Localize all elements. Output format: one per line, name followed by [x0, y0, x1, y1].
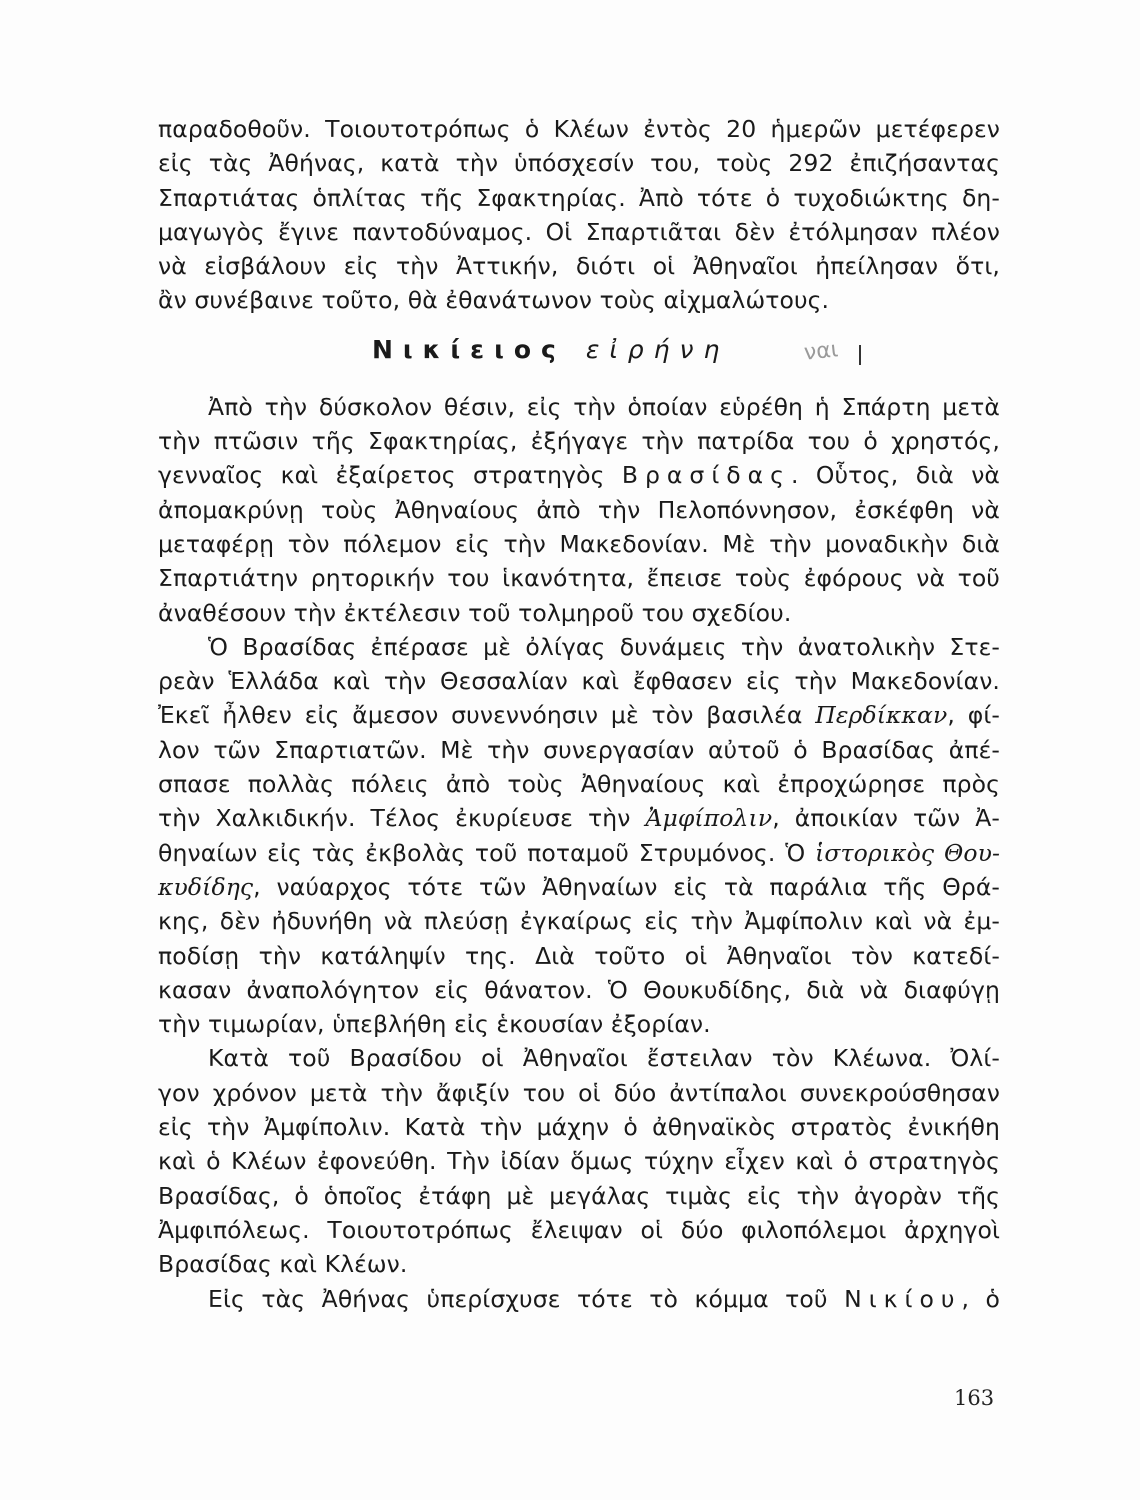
text-line: ποδίσῃ τὴν κατάληψίν της. Διὰ τοῦτο οἱ Ἀθηναῖοι τὸν κατεδί-	[158, 941, 1000, 970]
page-number: 163	[954, 1386, 995, 1410]
paragraph-1	[158, 112, 1000, 318]
paragraph-5	[158, 1282, 1000, 1316]
italic-historian-end: κυδίδης	[158, 872, 254, 901]
text-span: Εἰς τὰς Ἀθήνας ὑπερίσχυσε τότε τὸ κόμμα τοῦ	[208, 1284, 828, 1313]
text-line: ἀναθέσουν τὴν ἐκτέλεσιν τοῦ τολμηροῦ του σχεδίου.	[158, 598, 792, 627]
text-line	[158, 801, 1000, 835]
text-line: Σπαρτιάτας ὁπλίτας τῆς Σφακτηρίας. Ἀπὸ τότε ὁ τυχοδιώκτης δη-	[158, 183, 1000, 212]
paragraph-3	[158, 630, 1000, 1042]
heading-word-2: εἰρήνη	[585, 334, 730, 364]
heading-word-1: Νικίειος	[372, 334, 566, 364]
text-line: νὰ εἰσβάλουν εἰς τὴν Ἀττικήν, διότι οἱ Ἀθηναῖοι ἠπείλησαν ὅτι,	[158, 252, 1000, 281]
text-span: Ἐκεῖ ἦλθεν εἰς ἄμεσον συνεννόησιν μὲ τὸν βασιλέα	[158, 701, 803, 730]
text-line: τὴν τιμωρίαν, ὑπεβλήθη εἰς ἑκουσίαν ἐξορίαν.	[158, 1010, 711, 1039]
text-line	[158, 870, 1000, 904]
text-span: γενναῖος καὶ ἐξαίρετος στρατηγὸς	[158, 461, 605, 490]
text-line: κης, δὲν ἠδυνήθη νὰ πλεύσῃ ἐγκαίρως εἰς τὴν Ἀμφίπολιν καὶ νὰ ἐμ-	[158, 907, 1000, 936]
paragraph-2	[158, 390, 1000, 630]
text-line: εἰς τὰς Ἀθήνας, κατὰ τὴν ὑπόσχεσίν του, τοὺς 292 ἐπιζήσαντας	[158, 149, 1000, 178]
text-line: γον χρόνον μετὰ τὴν ἄφιξίν του οἱ δύο ἀντίπαλοι συνεκρούσθησαν	[158, 1078, 1000, 1107]
italic-name-perdikkas: Περδίκκαν	[815, 701, 948, 730]
text-line: παραδοθοῦν. Τοιουτοτρόπως ὁ Κλέων ἐντὸς 20 ἡμερῶν μετέφερεν	[158, 115, 1000, 143]
text-line	[158, 458, 1000, 492]
text-line: καὶ ὁ Κλέων ἐφονεύθη. Τὴν ἰδίαν ὅμως τύχην εἶχεν καὶ ὁ στρατηγὸς	[158, 1147, 1000, 1176]
pencil-tick-mark	[859, 345, 861, 365]
text-line: Ὁ Βρασίδας ἐπέρασε μὲ ὀλίγας δυνάμεις τὴν ἀνατολικὴν Στε-	[208, 632, 1000, 661]
text-line	[158, 1282, 1000, 1316]
section-heading	[372, 335, 729, 364]
text-line: Ἀμφιπόλεως. Τοιουτοτρόπως ἔλειψαν οἱ δύο φιλοπόλεμοι ἀρχηγοὶ	[158, 1215, 1000, 1244]
text-line: Βρασίδας καὶ Κλέων.	[158, 1250, 408, 1279]
text-line: σπασε πολλὰς πόλεις ἀπὸ τοὺς Ἀθηναίους καὶ ἐπροχώρησε πρὸς	[158, 770, 1000, 799]
text-line	[158, 836, 1000, 870]
text-line: μαγωγὸς ἔγινε παντοδύναμος. Οἱ Σπαρτιᾶται δὲν ἐτόλμησαν πλέον	[158, 217, 1000, 246]
text-span: , φί-	[947, 701, 1001, 730]
text-line: λον τῶν Σπαρτιατῶν. Μὲ τὴν συνεργασίαν αὐτοῦ ὁ Βρασίδας ἀπέ-	[158, 735, 1000, 764]
text-line: ρεὰν Ἑλλάδα καὶ τὴν Θεσσαλίαν καὶ ἔφθασεν εἰς τὴν Μακεδονίαν.	[158, 667, 1000, 696]
text-line: κασαν ἀναπολόγητον εἰς θάνατον. Ὁ Θουκυδίδης, διὰ νὰ διαφύγῃ	[158, 975, 1000, 1004]
text-line: τὴν πτῶσιν τῆς Σφακτηρίας, ἐξήγαγε τὴν πατρίδα του ὁ χρηστός,	[158, 427, 1000, 456]
text-line	[158, 698, 1000, 732]
text-span: , ἀποικίαν τῶν Ἀ-	[772, 804, 1000, 833]
text-line: ἂν συνέβαινε τοῦτο, θὰ ἐθανάτωνον τοὺς αἰχμαλώτους.	[158, 286, 830, 315]
text-line: μεταφέρῃ τὸν πόλεμον εἰς τὴν Μακεδονίαν. Μὲ τὴν μοναδικὴν διὰ	[158, 529, 1000, 558]
text-line: Ἀπὸ τὴν δύσκολον θέσιν, εἰς τὴν ὁποίαν εὑρέθη ἡ Σπάρτη μετὰ	[208, 392, 1000, 421]
text-span: θηναίων εἰς τὰς ἐκβολὰς τοῦ ποταμοῦ Στρυμόνος. Ὁ	[158, 838, 806, 867]
text-line: Σπαρτιάτην ρητορικήν του ἱκανότητα, ἔπεισε τοὺς ἐφόρους νὰ τοῦ	[158, 564, 1000, 593]
handwritten-annotation: ναι	[802, 337, 840, 366]
spaced-name-brasidas: Βρασίδας	[621, 461, 791, 490]
spaced-name-nikias: Νικίου	[844, 1284, 962, 1313]
main-text	[158, 112, 1000, 1316]
text-line: Κατὰ τοῦ Βρασίδου οἱ Ἀθηναῖοι ἔστειλαν τὸν Κλέωνα. Ὀλί-	[208, 1044, 1000, 1073]
italic-name-amfipolis: Ἀμφίπολιν	[645, 804, 773, 833]
paragraph-4	[158, 1041, 1000, 1281]
text-line: εἰς τὴν Ἀμφίπολιν. Κατὰ τὴν μάχην ὁ ἀθηναϊκὸς στρατὸς ἐνικήθη	[158, 1113, 1000, 1142]
section-heading-row	[158, 318, 1000, 390]
text-span: . Οὗτος, διὰ νὰ	[790, 461, 1001, 490]
text-line: ἀπομακρύνῃ τοὺς Ἀθηναίους ἀπὸ τὴν Πελοπόννησον, ἐσκέφθη νὰ	[158, 495, 1000, 524]
text-span: τὴν Χαλκιδικήν. Τέλος ἐκυρίευσε τὴν	[158, 804, 631, 833]
italic-historian: ἱστορικὸς Θου-	[815, 838, 1000, 867]
text-span: , ναύαρχος τότε τῶν Ἀθηναίων εἰς τὰ παράλια τῆς Θρά-	[253, 872, 1000, 901]
text-span: , ὁ	[961, 1284, 1000, 1313]
text-line: Βρασίδας, ὁ ὁποῖος ἐτάφη μὲ μεγάλας τιμὰς εἰς τὴν ἀγορὰν τῆς	[158, 1181, 1000, 1210]
